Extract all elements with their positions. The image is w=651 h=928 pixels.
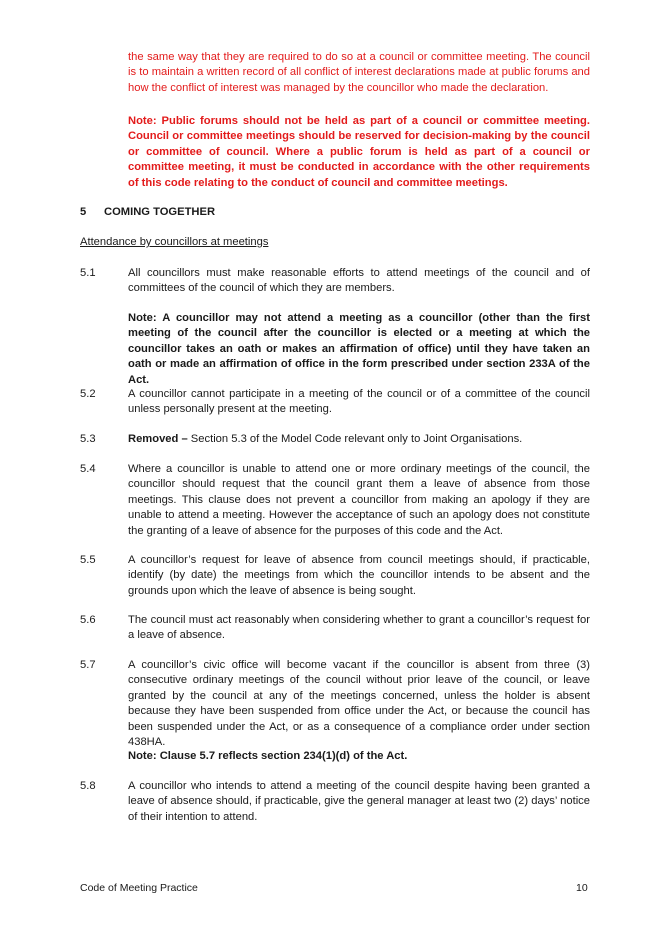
clause-text: A councillor cannot participate in a meeting of the council or of a committee of the council unless personally present at the meeting. <box>128 388 590 416</box>
clause-text: The council must act reasonably when considering whether to grant a councillor’s request for a leave of absence. <box>128 614 590 642</box>
clause-number: 5.3 <box>80 433 96 445</box>
clause-number: 5.6 <box>80 614 96 626</box>
clause-number: 5.1 <box>80 267 96 279</box>
removed-label: Removed – <box>128 433 188 445</box>
clause-note: Note: A councillor may not attend a meeting as a councillor (other than the first meeting of the council after the councillor is elected or a meeting at which the councillor takes an oath or makes an affirmation of office) until they have taken an oath or made an affirmation of office in the form prescribed under section 233A of the Act. <box>128 312 590 386</box>
subheading: Attendance by councillors at meetings <box>80 236 269 248</box>
clause-text: A councillor who intends to attend a meeting of the council despite having been granted a leave of absence should, if practicable, give the general manager at least two (2) days’ notice of their intention to attend. <box>128 780 590 823</box>
clause-number: 5.4 <box>80 463 96 475</box>
clause-note: Note: Clause 5.7 reflects section 234(1)(d) of the Act. <box>128 750 408 762</box>
clause-text: A councillor’s civic office will become vacant if the councillor is absent from three (3) consecutive ordinary meetings of the council without prior leave of the council, or leave granted by the council at any of the meetings concerned, unless the holder is absent because they have been suspended from office under the Act, or because the council has been suspended under the Act, or as a consequence of a compliance order under section 438HA. <box>128 659 590 749</box>
section-title: COMING TOGETHER <box>104 206 216 218</box>
section-heading <box>80 206 215 218</box>
intro-paragraph: the same way that they are required to do so at a council or committee meeting. The council is to maintain a written record of all conflict of interest declarations made at public forums and how the conflict of interest was managed by the councillor who made the declaration. <box>128 51 590 94</box>
footer-title: Code of Meeting Practice <box>80 882 198 894</box>
clause-number: 5.5 <box>80 554 96 566</box>
clause-text <box>128 432 590 447</box>
clause-number: 5.2 <box>80 388 96 400</box>
clause-text: Where a councillor is unable to attend one or more ordinary meetings of the council, the councillor should request that the council grant them a leave of absence from those meetings. This clause does not prevent a councillor from making an apology if they are unable to attend a meeting. However the acceptance of such an apology does not constitute the granting of a leave of absence for the purposes of this code and the Act. <box>128 463 590 537</box>
page-number: 10 <box>576 882 588 894</box>
clause-text: A councillor’s request for leave of absence from council meetings should, if practicable, identify (by date) the meetings from which the councillor intends to be absent and the grounds upon which the leave of absence is being sought. <box>128 554 590 597</box>
clause-number: 5.7 <box>80 659 96 671</box>
section-number: 5 <box>80 206 87 218</box>
removed-text: Section 5.3 of the Model Code relevant only to Joint Organisations. <box>187 433 523 445</box>
clause-number: 5.8 <box>80 780 96 792</box>
clause-text: All councillors must make reasonable efforts to attend meetings of the council and of committees of the council of which they are members. <box>128 267 590 295</box>
public-forum-note: Note: Public forums should not be held as part of a council or committee meeting. Council or committee meetings should be reserved for decision-making by the council or committee of council. Where a public forum is held as part of a council or committee meeting, it must be conducted in accordance with the other requirements of this code relating to the conduct of council and committee meetings. <box>128 115 590 189</box>
